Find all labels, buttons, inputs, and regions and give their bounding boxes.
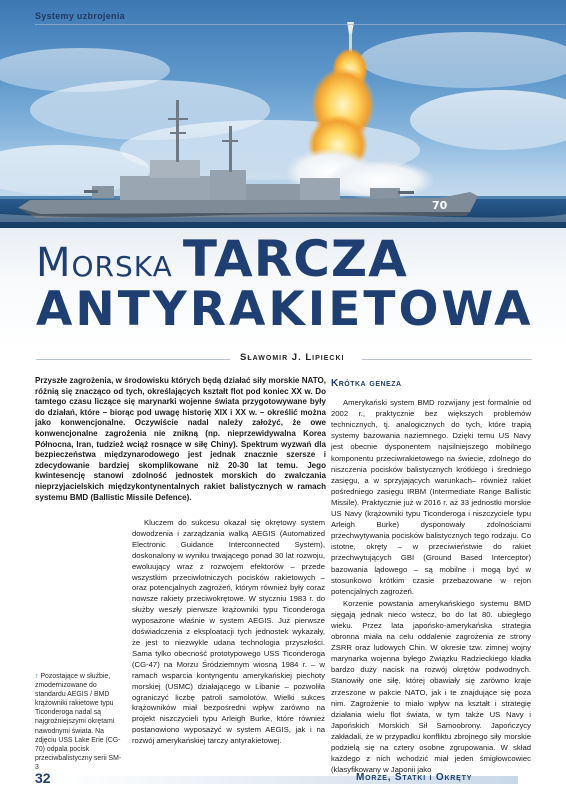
headline-line-2: ANTYRAKIETOWA	[36, 282, 534, 337]
article-column-middle	[132, 518, 325, 747]
subheading: Krótka geneza	[331, 378, 402, 389]
article-paragraph: Korzenie powstania amerykańskiego systemu BMD sięgają jednak nieco wstecz, bo do lat 80. ubiegłego wieku. Przez lata japońsko-amerykańska strategia obronna miała na celu oddalenie zagrożenia ze strony ZSRR oraz ludowych Chin. W okresie tzw. zimnej wojny marynarka wojenna byłego Związku Radzieckiego kładła bardzo duży nacisk na rozwój okrętów podwodnych. Stanowiły one siłę, której obawiały się zarówno kraje zrzeszone w pakcie NATO, jak i te znajdujące się poza nim. Zagrożenie to miało wpływ na kształt i strategię działania wielu flot świata, w tym także US Navy i Japońskich Morskich Sił Samoobrony. Japończycy zakładali, że w przypadku konfliktu zbrojnego siły morskie podzielą się na cztery osobne zgrupowania. W skład każdego z nich wchodzić miał jeden śmigłowcowiec (klasyfikowany w Japonii jako	[331, 598, 531, 775]
author-divider-left	[36, 359, 230, 360]
hero-photo	[0, 0, 566, 228]
article-paragraph: Kluczem do sukcesu okazał się okrętowy system dowodzenia i zarządzania walką AEGIS (Automatized Electronic Guidance Interconnected System), doskonalony w wyniku trwającego ponad 30 lat rozwoju, ewoluujący wraz z rozwojem efektorów – przede wszystkim przeciwlotniczych pocisków rakietowych – oraz potencjalnych zagrożeń, którym również były coraz nowsze rakiety przeciwokrętowe. W styczniu 1983 r. do służby weszły pierwsze krążowniki typu Ticonderoga wyposażone właśnie w system AEGIS. Już pierwsze doświadczenia z eksploatacji tych jednostek wykazały, że jest to niezwykle udana technologia przyszłości. Sama tylko obecność prototypowego USS Ticonderoga (CG-47) na Morzu Śródziemnym wiosną 1984 r. – w ramach wsparcia kontyngentu amerykańskiej piechoty morskiej (USMC) działającego w Libanie – pozwoliła ograniczyć liczbę patroli samolotów. Wielki sukces krążowników miał bezpośredni wpływ zarówno na projekt niszczycieli typu Arleigh Burke, które również postanowiono wyposażyć w system AEGIS, jak i na rozwój amerykańskiej tarczy antyrakietowej.	[132, 518, 325, 746]
arrow-up-icon: ↑	[35, 673, 39, 680]
section-label: Systemy uzbrojenia	[35, 11, 125, 21]
ship-missile-launch-illustration	[0, 0, 566, 228]
article-lead: Przyszłe zagrożenia, w środowisku których będą działać siły morskie NATO, różnią się znacząco od tych, określających kształt flot pod koniec XX w. Do tamtego czasu liczące się marynarki wojenne świata przygotowywane były do działań, które – biorąc pod uwagę historię XIX i XX w. – określić można jako konwencjonalne. Oczywiście nadal należy założyć, że owe konwencjonalne zagrożenia nie znikną (np. nieprzewidywalna Korea Północna, Iran, tudzież wciąż rosnące w siłę Chiny). Spektrum wyzwań dla bezpieczeństwa międzynarodowego jest jednak znacznie szersze i zdecydowanie bardziej skomplikowane niż 20-30 lat temu. Jego kwintesencję stanowi zdolność jednostek morskich do zwalczania nieprzyjacielskich międzykontynentalnych rakiet balistycznych w ramach systemu BMD (Ballistic Missile Defence).	[35, 376, 326, 502]
photo-caption-text: Pozostające w służbie, zmodernizowane do standardu AEGIS / BMD krążowniki rakietowe typu Ticonderoga nadal są najgroźniejszymi okrętami nawodnymi świata. Na zdjęciu USS Lake Erie (CG-70) odpala pocisk przeciwbalistyczny serii SM-3	[35, 673, 122, 771]
headline-word-morska: Morska	[36, 240, 173, 286]
author-divider-right	[362, 359, 532, 360]
article-paragraph: Amerykański system BMD rozwijany jest formalnie od 2002 r., praktycznie bez większych problemów technicznych, tj. analogicznych do tych, które trapią systemy bazowania naziemnego. Dzięki temu US Navy jest obecnie dysponentem najsilniejszego mobilnego komponentu przeciwrakietowego na świecie, zdolnego do niszczenia pocisków balistycznych krótkiego i średniego zasięgu, a w sprzyjających warunkach– również rakiet pośredniego zasięgu IRBM (Intermediate Range Ballistic Missile). Praktycznie już w 2016 r. aż 33 jednostki morskie US Navy (krążowniki typu Ticonderoga i niszczyciele typu Arleigh Burke) dysponowały zdolnościami przechwytywania pocisków balistycznych tego rodzaju. Co istotne, okręty – w przeciwieństwie do rakiet przechwytujących GBI (Ground Based Interceptor) bazowania lądowego – są mobilne i mogą być w stosunkowo krótkim czasie przebazowane w rejon potencjalnych zagrożeń.	[331, 398, 531, 596]
magazine-name: Morze, Statki i Okręty	[356, 772, 473, 783]
author-byline: Sławomir J. Lipiecki	[240, 352, 345, 363]
page-number: 32	[35, 770, 51, 786]
article-column-right	[331, 378, 531, 776]
photo-caption	[35, 672, 124, 772]
headline-line-1	[36, 230, 408, 288]
headline-word-tarcza: TARCZA	[182, 230, 408, 288]
hull-number: 70	[432, 199, 448, 212]
